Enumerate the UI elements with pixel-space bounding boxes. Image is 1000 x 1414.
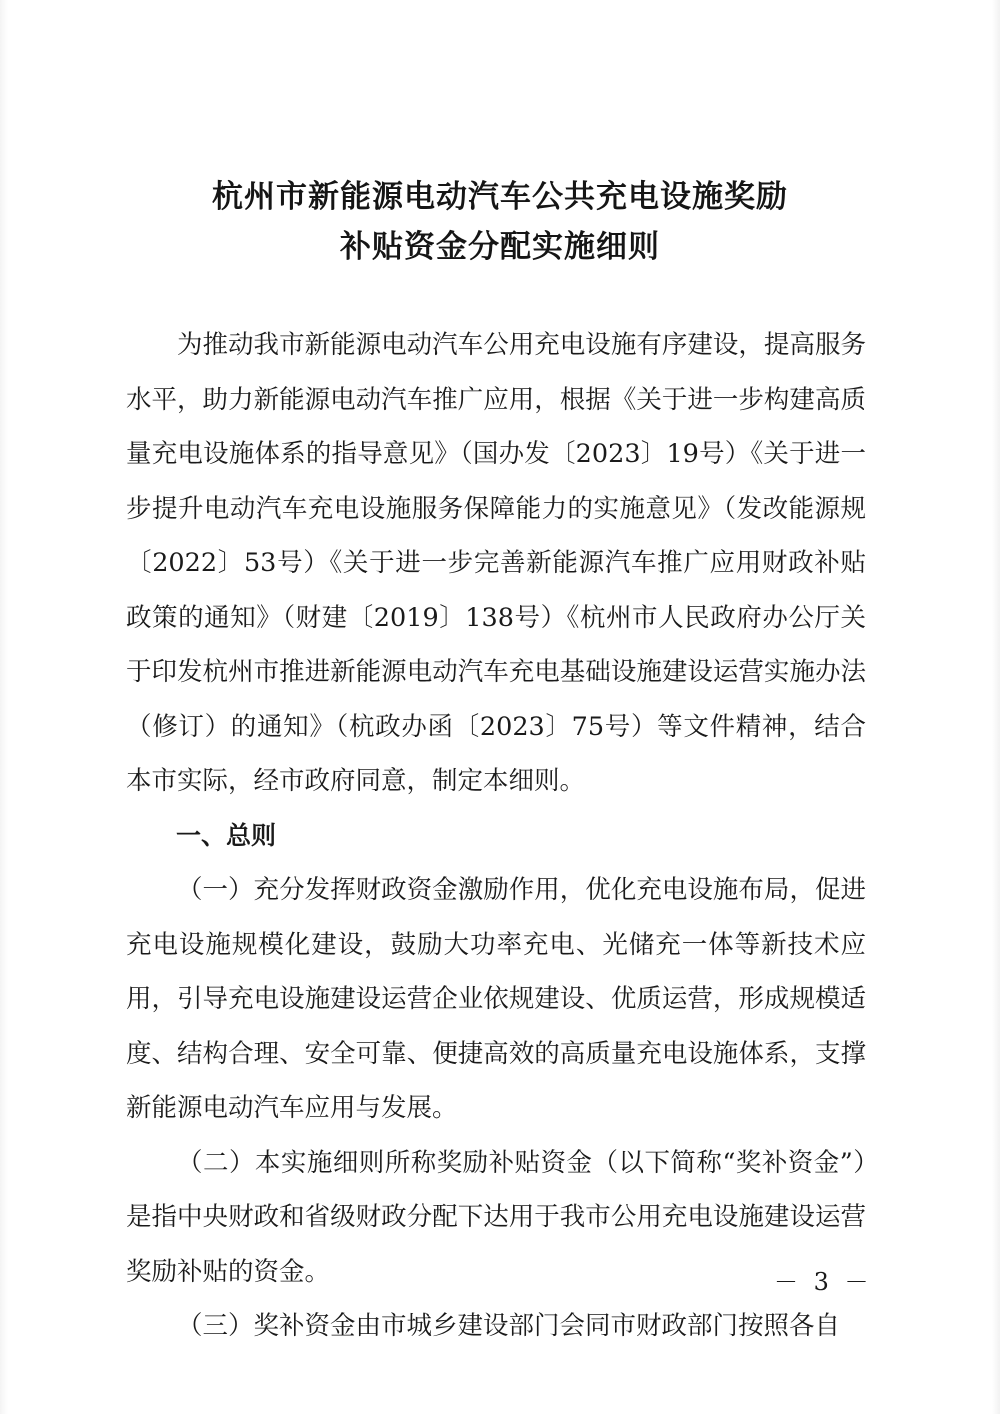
item-1-paragraph: （一）充分发挥财政资金激励作用，优化充电设施布局，促进充电设施规模化建设，鼓励大功率充电、光储充一体等新技术应用，引导充电设施建设运营企业依规建设、优质运营，形成规模适度、结构合理、安全可靠、便捷高效的高质量充电设施体系，支撑新能源电动汽车应用与发展。 — [126, 875, 866, 1123]
document-title — [0, 172, 1000, 272]
intro-paragraph: 为推动我市新能源电动汽车公用充电设施有序建设，提高服务水平，助力新能源电动汽车推广应用，根据《关于进一步构建高质量充电设施体系的指导意见》（国办发〔2023〕19号）《关于进一步提升电动汽车充电设施服务保障能力的实施意见》（发改能源规〔2022〕53号）《关于进一步完善新能源汽车推广应用财政补贴政策的通知》（财建〔2019〕138号）《杭州市人民政府办公厅关于印发杭州市推进新能源电动汽车充电基础设施建设运营实施办法（修订）的通知》（杭政办函〔2023〕75号）等文件精神，结合本市实际，经市政府同意，制定本细则。 — [126, 330, 866, 796]
item-3-paragraph: （三）奖补资金由市城乡建设部门会同市财政部门按照各自 — [177, 1311, 841, 1341]
document-body — [126, 318, 866, 1354]
page-number: － 3 － — [774, 1268, 873, 1296]
section-heading-general: 一、总则 — [176, 820, 277, 850]
item-2-paragraph: （二）本实施细则所称奖励补贴资金（以下简称“奖补资金”）是指中央财政和省级财政分配下达用于我市公用充电设施建设运营奖励补贴的资金。 — [126, 1147, 866, 1287]
title-line-2: 补贴资金分配实施细则 — [340, 229, 660, 265]
title-line-1: 杭州市新能源电动汽车公共充电设施奖励 — [212, 179, 788, 215]
